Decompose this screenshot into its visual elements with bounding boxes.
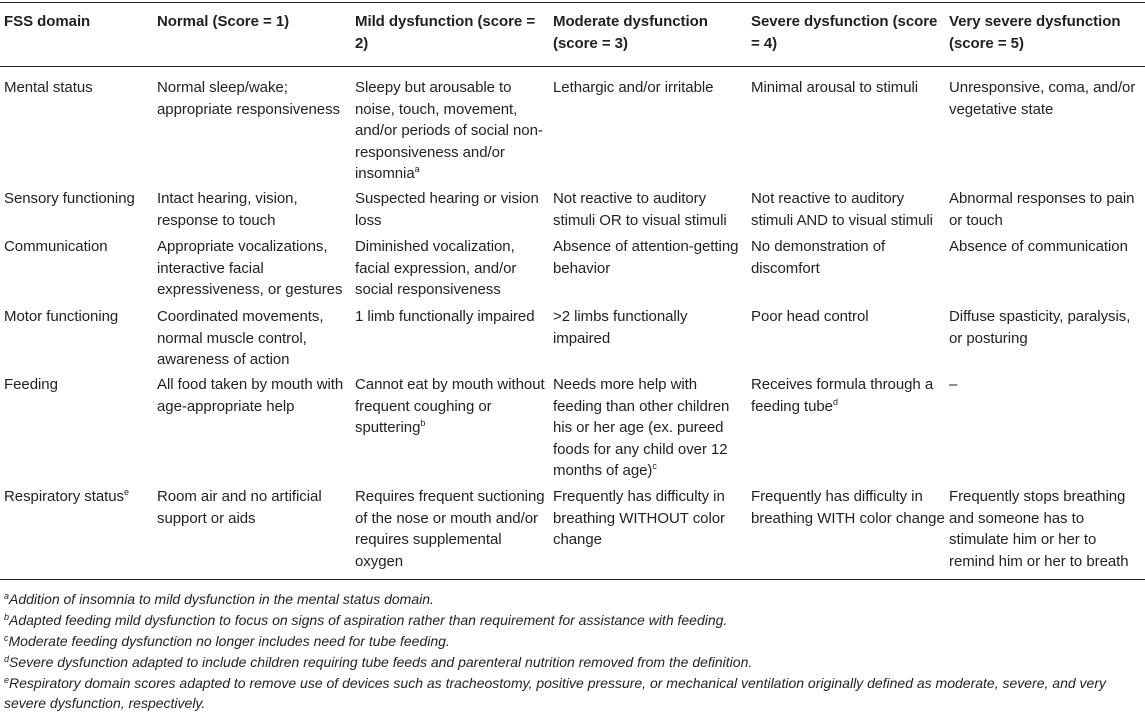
row-mental-status-mild — [355, 77, 550, 185]
row-respiratory-severe: Frequently has difficulty in breathing WITH color change — [751, 488, 945, 527]
footnote-b — [4, 610, 1142, 630]
row-respiratory-moderate: Frequently has difficulty in breathing WITHOUT color change — [553, 488, 725, 548]
cell-text: Respiratory status — [4, 488, 124, 505]
row-motor-moderate: >2 limbs functionally impaired — [553, 308, 688, 347]
footnote-mark: c — [4, 633, 9, 643]
row-motor-very-severe: Diffuse spasticity, paralysis, or posturing — [949, 308, 1131, 347]
row-feeding-mild — [355, 374, 550, 439]
table-bottom-rule — [0, 579, 1145, 580]
footnote-mark: b — [4, 612, 10, 622]
footnote-d — [4, 652, 1142, 672]
header-normal: Normal (Score = 1) — [157, 13, 290, 30]
row-mental-status-normal: Normal sleep/wake; appropriate responsiveness — [157, 79, 340, 118]
footnote-mark: e — [123, 487, 129, 497]
row-communication-severe: No demonstration of discomfort — [751, 238, 886, 277]
header-severe: Severe dysfunction (score = 4) — [751, 13, 938, 52]
row-communication-moderate: Absence of attention-getting behavior — [553, 238, 739, 277]
row-feeding-moderate — [553, 374, 748, 482]
header-moderate: Moderate dysfunction (score = 3) — [553, 13, 708, 52]
row-respiratory-mild: Requires frequent suctioning of the nose or mouth and/or requires supplemental oxygen — [355, 488, 545, 570]
row-motor-severe: Poor head control — [751, 308, 869, 325]
footnote-text: Respiratory domain scores adapted to remove use of devices such as tracheostomy, positive pressure, or mechanical ventilation originally defined as moderate, severe, and very severe dysfunction, respectively. — [4, 675, 1106, 711]
header-fss-domain: FSS domain — [4, 13, 91, 30]
row-mental-status-domain: Mental status — [4, 79, 93, 96]
row-feeding-domain: Feeding — [4, 376, 58, 393]
footnote-text: Severe dysfunction adapted to include children requiring tube feeds and parenteral nutrition removed from the definition. — [9, 654, 753, 670]
row-respiratory-normal: Room air and no artificial support or aids — [157, 488, 322, 527]
table-header-rule — [0, 66, 1145, 67]
row-mental-status-moderate: Lethargic and/or irritable — [553, 79, 714, 96]
cell-text: Receives formula through a feeding tube — [751, 376, 934, 415]
footnote-mark: b — [420, 418, 426, 428]
row-mental-status-severe: Minimal arousal to stimuli — [751, 79, 919, 96]
footnote-text: Addition of insomnia to mild dysfunction in the mental status domain. — [9, 591, 434, 607]
row-motor-mild: 1 limb functionally impaired — [355, 308, 535, 325]
row-sensory-normal: Intact hearing, vision, response to touch — [157, 190, 298, 229]
row-sensory-mild: Suspected hearing or vision loss — [355, 190, 539, 229]
footnote-mark: d — [832, 396, 838, 407]
row-sensory-severe: Not reactive to auditory stimuli AND to visual stimuli — [751, 190, 933, 229]
footnote-text: Moderate feeding dysfunction no longer includes need for tube feeding. — [8, 633, 450, 649]
row-motor-domain: Motor functioning — [4, 308, 119, 325]
footnote-mark: e — [4, 675, 10, 685]
row-feeding-very-severe: – — [949, 376, 958, 393]
footnote-mark: d — [4, 654, 10, 664]
row-sensory-very-severe: Abnormal responses to pain or touch — [949, 190, 1135, 229]
footnote-mark: a — [4, 591, 10, 601]
row-sensory-domain: Sensory functioning — [4, 190, 135, 207]
row-feeding-normal: All food taken by mouth with age-appropriate help — [157, 376, 344, 415]
row-communication-very-severe: Absence of communication — [949, 238, 1128, 255]
header-mild: Mild dysfunction (score = 2) — [355, 13, 536, 52]
row-communication-normal: Appropriate vocalizations, interactive facial expressiveness, or gestures — [157, 238, 343, 298]
header-very-severe: Very severe dysfunction (score = 5) — [949, 13, 1121, 52]
cell-text: Sleepy but arousable to noise, touch, movement, and/or periods of social non-responsiveness and/or insomnia — [355, 79, 543, 182]
row-respiratory-domain — [4, 486, 152, 508]
cell-text: Needs more help with feeding than other children his or her age (ex. pureed foods for any child over 12 months of age) — [553, 376, 730, 479]
row-communication-domain: Communication — [4, 238, 108, 255]
footnote-c — [4, 631, 1142, 651]
row-motor-normal: Coordinated movements, normal muscle control, awareness of action — [157, 308, 324, 368]
row-sensory-moderate: Not reactive to auditory stimuli OR to visual stimuli — [553, 190, 727, 229]
row-communication-mild: Diminished vocalization, facial expression, and/or social responsiveness — [355, 238, 517, 298]
table-top-rule — [0, 2, 1145, 3]
row-mental-status-very-severe: Unresponsive, coma, and/or vegetative state — [949, 79, 1136, 118]
footnote-mark: c — [652, 461, 657, 471]
footnote-text: Adapted feeding mild dysfunction to focus on signs of aspiration rather than requirement for assistance with feeding. — [9, 612, 728, 628]
footnote-a — [4, 589, 1142, 609]
footnote-mark: a — [414, 164, 420, 174]
row-feeding-severe — [751, 374, 946, 417]
cell-text: Cannot eat by mouth without frequent coughing or sputtering — [355, 376, 545, 436]
footnote-e — [4, 673, 1142, 713]
row-respiratory-very-severe: Frequently stops breathing and someone has to stimulate him or her to remind him or her to breath — [949, 488, 1129, 570]
